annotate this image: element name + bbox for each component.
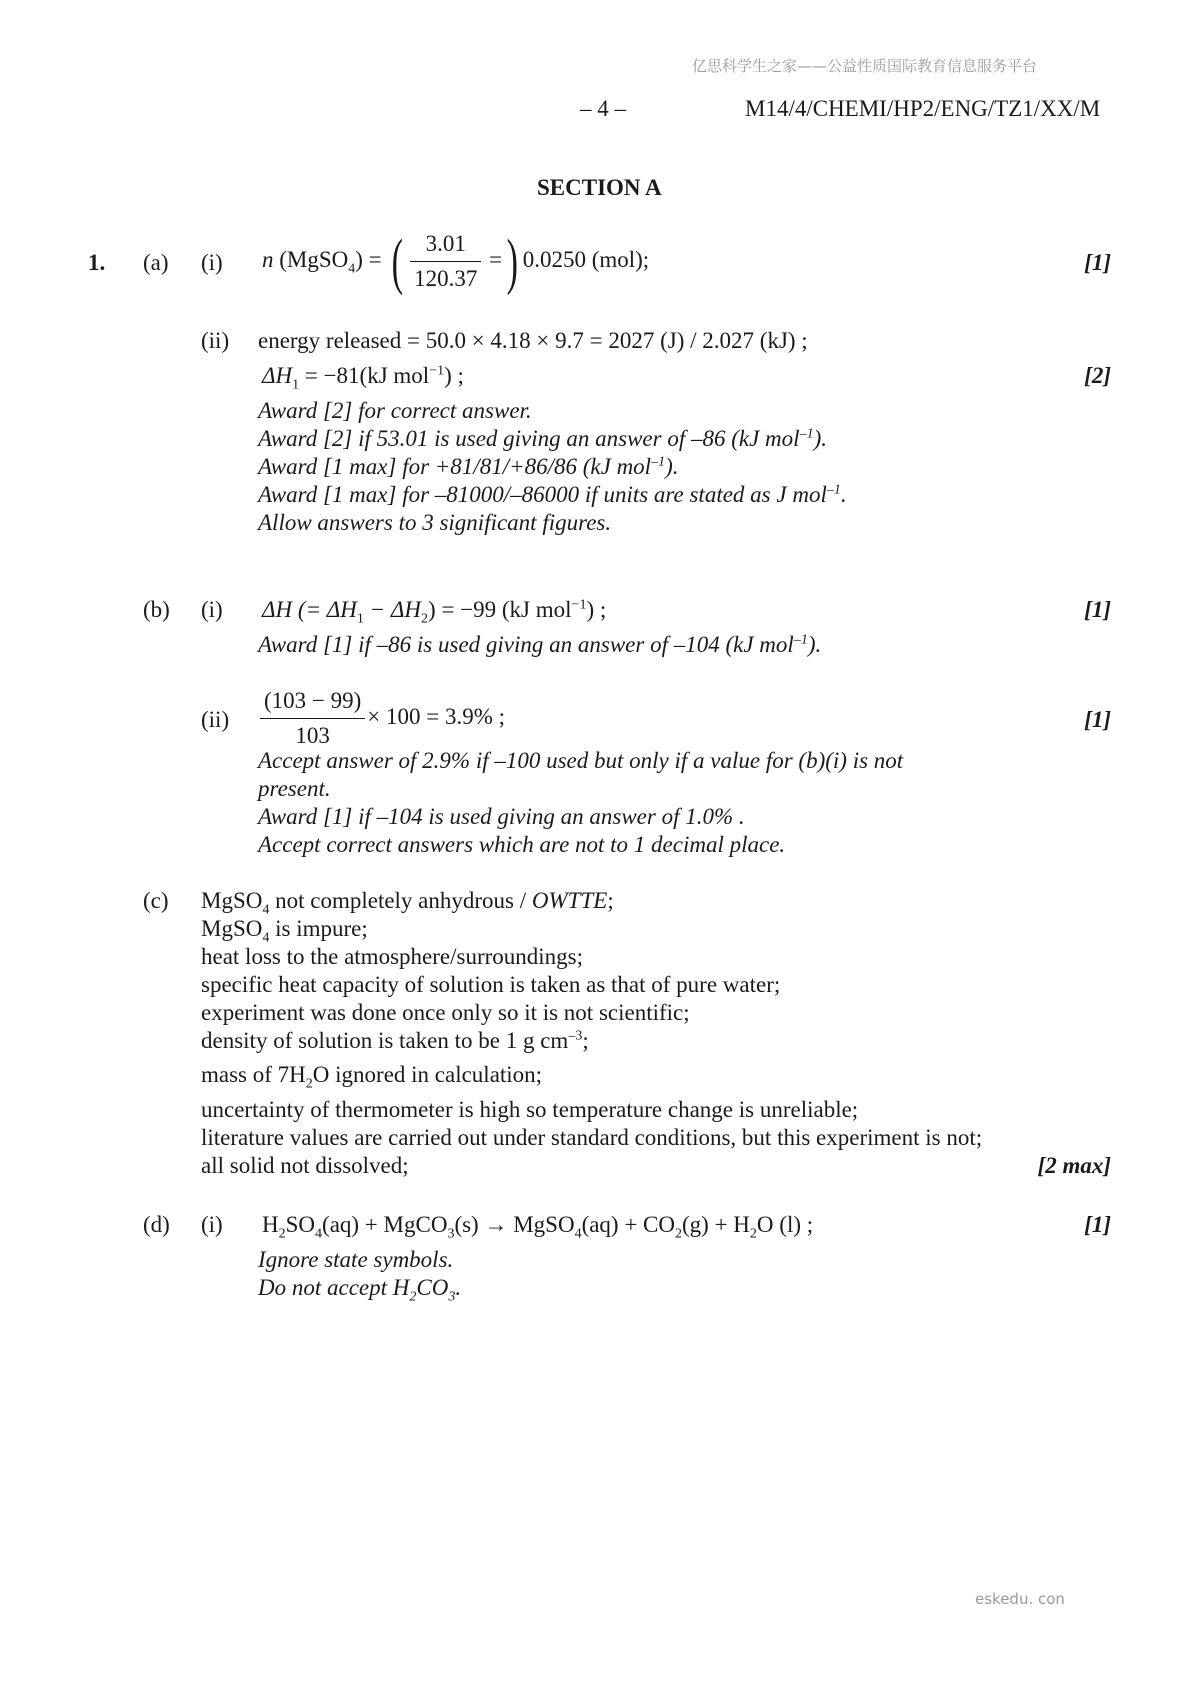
answer-c-line4: specific heat capacity of solution is taken as that of pure water; xyxy=(201,972,781,997)
answer-d-i-equation: $H_2SO_4(aq)$ + MgCO$_3$(s) → MgSO$_4$(aq) + $CO_2(g) + H_2O$ (l) ; xyxy=(262,1212,814,1242)
subpart-a-ii-label: (ii) xyxy=(201,328,230,353)
answer-c-line7: mass of $7H_2O$ ignored in calculation; xyxy=(201,1062,543,1092)
question-number: 1. xyxy=(88,250,106,275)
answer-c-line2: MgSO$_4$ is impure; xyxy=(201,916,368,946)
fraction-numerator: 3.01 xyxy=(410,229,481,262)
note-b-ii-4: Accept correct answers which are not to 1 decimal place. xyxy=(258,832,786,857)
watermark-top: 亿思科学生之家——公益性质国际教育信息服务平台 xyxy=(692,57,1038,75)
answer-c-line9: literature values are carried out under standard conditions, but this experiment is not; xyxy=(201,1125,983,1150)
fraction-denominator: 103 xyxy=(295,723,330,748)
note-b-ii-2: present. xyxy=(258,776,331,801)
answer-c-line5: experiment was done once only so it is not scientific; xyxy=(201,1000,690,1025)
note-b-i: Award [1] if –86 is used giving an answer of –104 (kJ mol$^{-1}$). xyxy=(258,632,822,657)
note-a-ii-4: Award [1 max] for –81000/–86000 if units are stated as J mol$^{-1}$. xyxy=(258,482,847,507)
answer-a-ii-line1: energy released = 50.0 × 4.18 × 9.7 = 2027 (J) / 2.027 (kJ) ; xyxy=(258,328,808,353)
mark-a-ii: [2] xyxy=(1084,363,1111,388)
answer-a-ii-line2: $\Delta H_1 = -81(kJ$ mol$^{-1}$) ; xyxy=(262,363,464,393)
watermark-bottom: eskedu. con xyxy=(975,1590,1065,1608)
fraction-denominator: 120.37 xyxy=(414,266,478,292)
note-a-ii-5: Allow answers to 3 significant figures. xyxy=(258,510,612,535)
mark-c: [2 max] xyxy=(1037,1153,1111,1178)
note-a-ii-2: Award [2] if 53.01 is used giving an answer of –86 (kJ mol$^{-1}$). xyxy=(258,426,827,451)
answer-b-ii: $\frac{(103 - 99)}{103}$ × 100 = 3.9% ; xyxy=(258,686,505,751)
subpart-b-i-label: (i) xyxy=(201,597,223,622)
answer-c-line10: all solid not dissolved; xyxy=(201,1153,409,1178)
note-a-ii-1: Award [2] for correct answer. xyxy=(258,398,532,423)
page-number: – 4 – xyxy=(580,96,626,121)
answer-c-line6: density of solution is taken to be 1 g $cm^{-3}$; xyxy=(201,1028,589,1053)
part-c-label: (c) xyxy=(143,888,169,913)
part-a-label: (a) xyxy=(143,250,169,275)
mark-d-i: [1] xyxy=(1084,1212,1111,1237)
part-b-label: (b) xyxy=(143,597,170,622)
section-title: SECTION A xyxy=(537,175,662,200)
note-b-ii-3: Award [1] if –104 is used giving an answer of 1.0% . xyxy=(258,804,745,829)
document-code: M14/4/CHEMI/HP2/ENG/TZ1/XX/M xyxy=(745,96,1101,121)
mark-a-i: [1] xyxy=(1084,250,1111,275)
note-d-i-2: Do not accept $H_2CO_3$. xyxy=(258,1275,462,1305)
part-d-label: (d) xyxy=(143,1212,170,1237)
subpart-b-ii-label: (ii) xyxy=(201,707,230,732)
fraction-numerator: (103 − 99) xyxy=(260,686,365,719)
answer-a-i: n (MgSO$_4$) = ( $\frac{3.01}{120.37}$ =) 0.0250 (mol); xyxy=(262,227,650,296)
subpart-a-i-label: (i) xyxy=(201,250,223,275)
answer-c-line3: heat loss to the atmosphere/surroundings; xyxy=(201,944,583,969)
mark-b-ii: [1] xyxy=(1084,707,1111,732)
subpart-d-i-label: (i) xyxy=(201,1212,223,1237)
note-a-ii-3: Award [1 max] for +81/81/+86/86 (kJ mol$^{-1}$). xyxy=(258,454,679,479)
note-d-i-1: Ignore state symbols. xyxy=(258,1247,454,1272)
answer-b-i: ΔH (= $\Delta H_1 - \Delta H_2) = -99$ (kJ mol$^{-1}$) ; xyxy=(262,597,607,627)
answer-c-line8: uncertainty of thermometer is high so temperature change is unreliable; xyxy=(201,1097,859,1122)
note-b-ii-1: Accept answer of 2.9% if –100 used but only if a value for (b)(i) is not xyxy=(258,748,904,773)
answer-c-line1: MgSO$_4$ not completely anhydrous / OWTTE; xyxy=(201,888,614,918)
mark-b-i: [1] xyxy=(1084,597,1111,622)
